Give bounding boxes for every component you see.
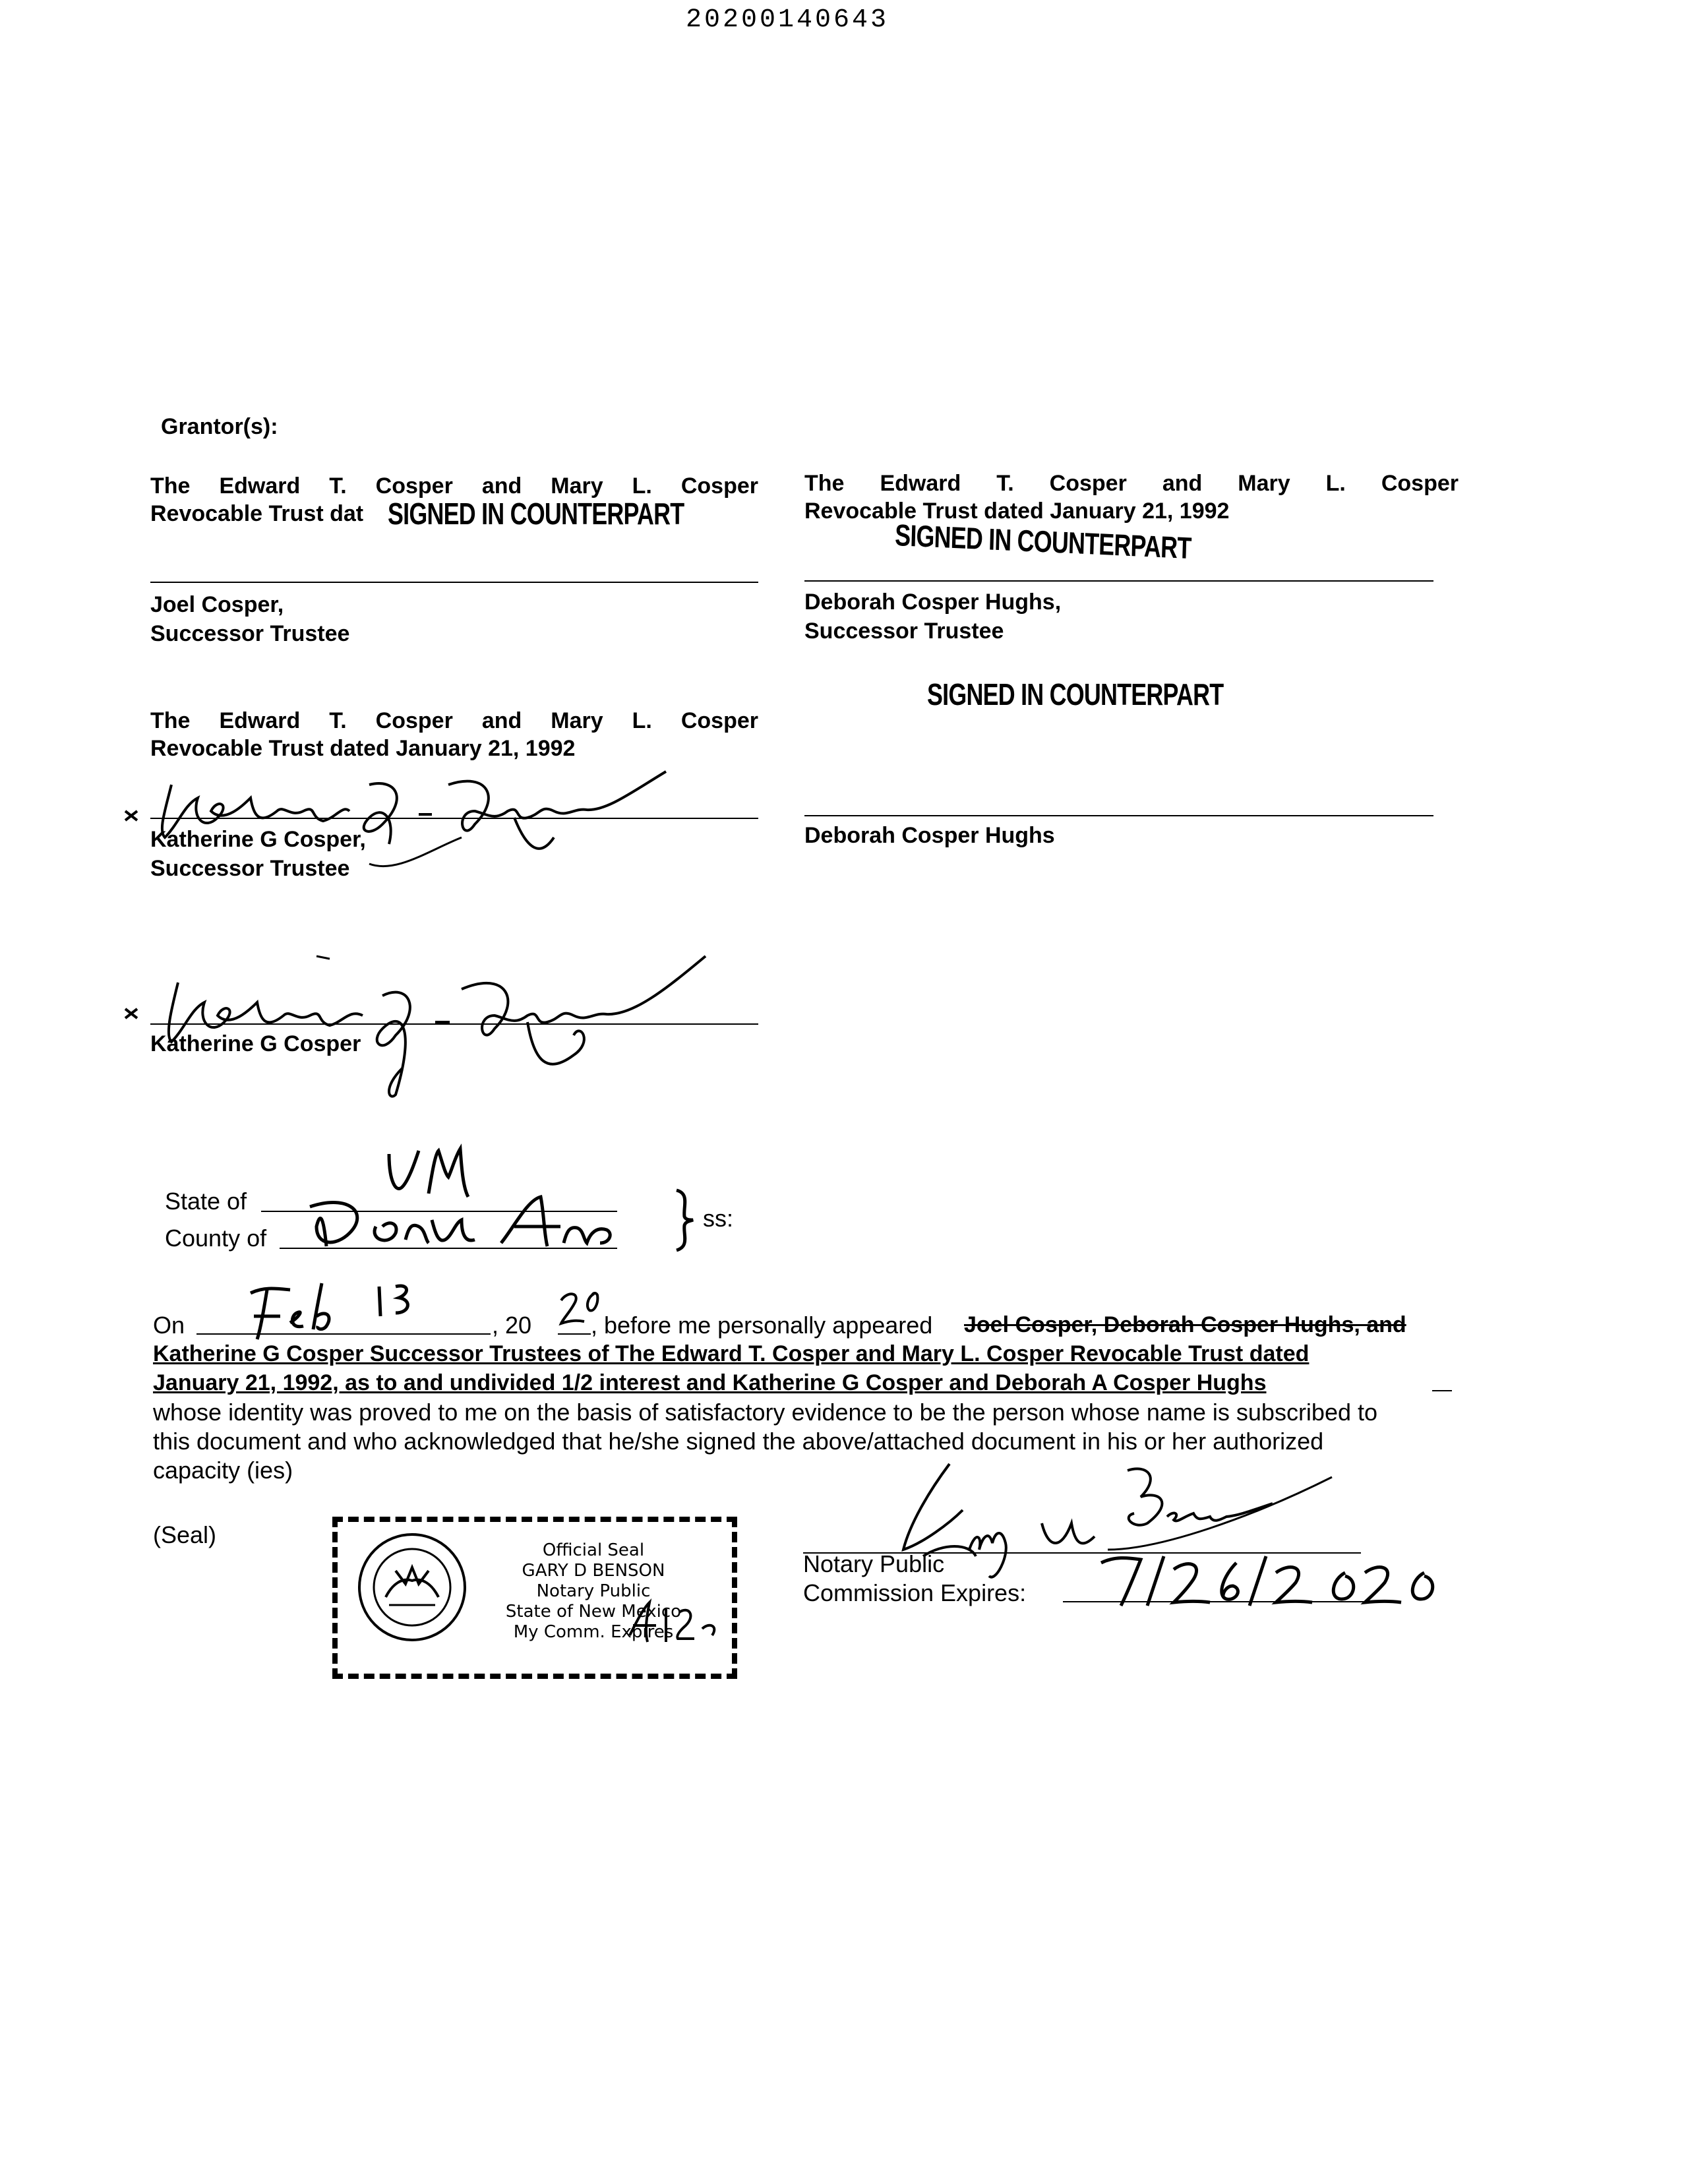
katherine-trustee-title: Successor Trustee (150, 856, 350, 881)
ss-label: ss: (703, 1205, 734, 1232)
trust-name-line2-deborah: Revocable Trust dated January 21, 1992 (804, 499, 1230, 524)
trust-name-line1-joel: The Edward T. Cosper and Mary L. Cosper (150, 473, 758, 499)
joel-title: Successor Trustee (150, 621, 350, 646)
katherine-individual-name: Katherine G Cosper (150, 1031, 361, 1056)
counterpart-stamp-joel: SIGNED IN COUNTERPART (388, 497, 684, 531)
trust-name-line2-joel: Revocable Trust dat (150, 501, 364, 526)
struck-names: Joel Cosper, Deborah Cosper Hughs, and (964, 1312, 1406, 1337)
deborah-trustee-title: Successor Trustee (804, 619, 1004, 644)
year-prefix: , 20 (492, 1312, 532, 1339)
body-line1: whose identity was proved to me on the basis of satisfactory evidence to be the person whose name is subscribed to (153, 1399, 1378, 1426)
seal-line1: Official Seal (542, 1540, 645, 1560)
county-label: County of (165, 1225, 267, 1252)
counterpart-stamp-deborah-individual: SIGNED IN COUNTERPART (927, 677, 1224, 712)
state-seal-emblem (356, 1531, 468, 1643)
katherine-trustee-name: Katherine G Cosper, (150, 827, 366, 852)
seal-line3: Notary Public (536, 1581, 651, 1601)
katherine-individual-signature (119, 943, 738, 1101)
seal-line4: State of New Mexico (505, 1602, 682, 1622)
commission-label: Commission Expires: (803, 1579, 1027, 1606)
seal-line5: My Comm. Expires (513, 1622, 674, 1642)
on-label: On (153, 1312, 185, 1339)
county-handwriting (303, 1187, 633, 1253)
deborah-trustee-name: Deborah Cosper Hughs, (804, 590, 1062, 615)
katherine-trustee-signature (119, 758, 686, 884)
underlined-line1: Katherine G Cosper Successor Trustees of The Edward T. Cosper and Mary L. Cosper Revocable Trust dated (153, 1341, 1310, 1366)
notary-label: Notary Public (803, 1550, 945, 1577)
trust-name-line1-deborah: The Edward T. Cosper and Mary L. Cosper (804, 471, 1459, 496)
joel-name: Joel Cosper, (150, 592, 284, 617)
document-number: 20200140643 (686, 5, 889, 35)
appeared-text: , before me personally appeared (591, 1312, 933, 1339)
body-line2: this document and who acknowledged that he/she signed the above/attached document in his or her authorized (153, 1428, 1324, 1455)
deborah-individual-name: Deborah Cosper Hughs (804, 823, 1055, 848)
counterpart-stamp-deborah-trustee: SIGNED IN COUNTERPART (894, 517, 1192, 566)
year-line (558, 1333, 591, 1335)
date-handwriting (237, 1277, 435, 1343)
signature-line-deborah-trustee (804, 580, 1433, 582)
seal-label: (Seal) (153, 1521, 217, 1548)
underlined-line2: January 21, 1992, as to and undivided 1/2 interest and Katherine G Cosper and Deborah A Cosper Hughs (153, 1370, 1267, 1395)
ss-brace (670, 1187, 696, 1253)
seal-line2: GARY D BENSON (522, 1561, 665, 1581)
underlined-line2-tail (1432, 1390, 1452, 1391)
body-line3: capacity (ies) (153, 1457, 293, 1484)
signature-line-joel (150, 582, 758, 583)
state-label: State of (165, 1188, 247, 1215)
commission-date-handwriting (1095, 1550, 1437, 1609)
seal-expiry-handwriting (626, 1596, 732, 1649)
trust-name-line1-katherine: The Edward T. Cosper and Mary L. Cosper (150, 708, 758, 733)
trust-name-line2-katherine: Revocable Trust dated January 21, 1992 (150, 736, 576, 761)
grantors-label: Grantor(s): (161, 414, 278, 439)
signature-line-deborah-individual (804, 815, 1433, 816)
